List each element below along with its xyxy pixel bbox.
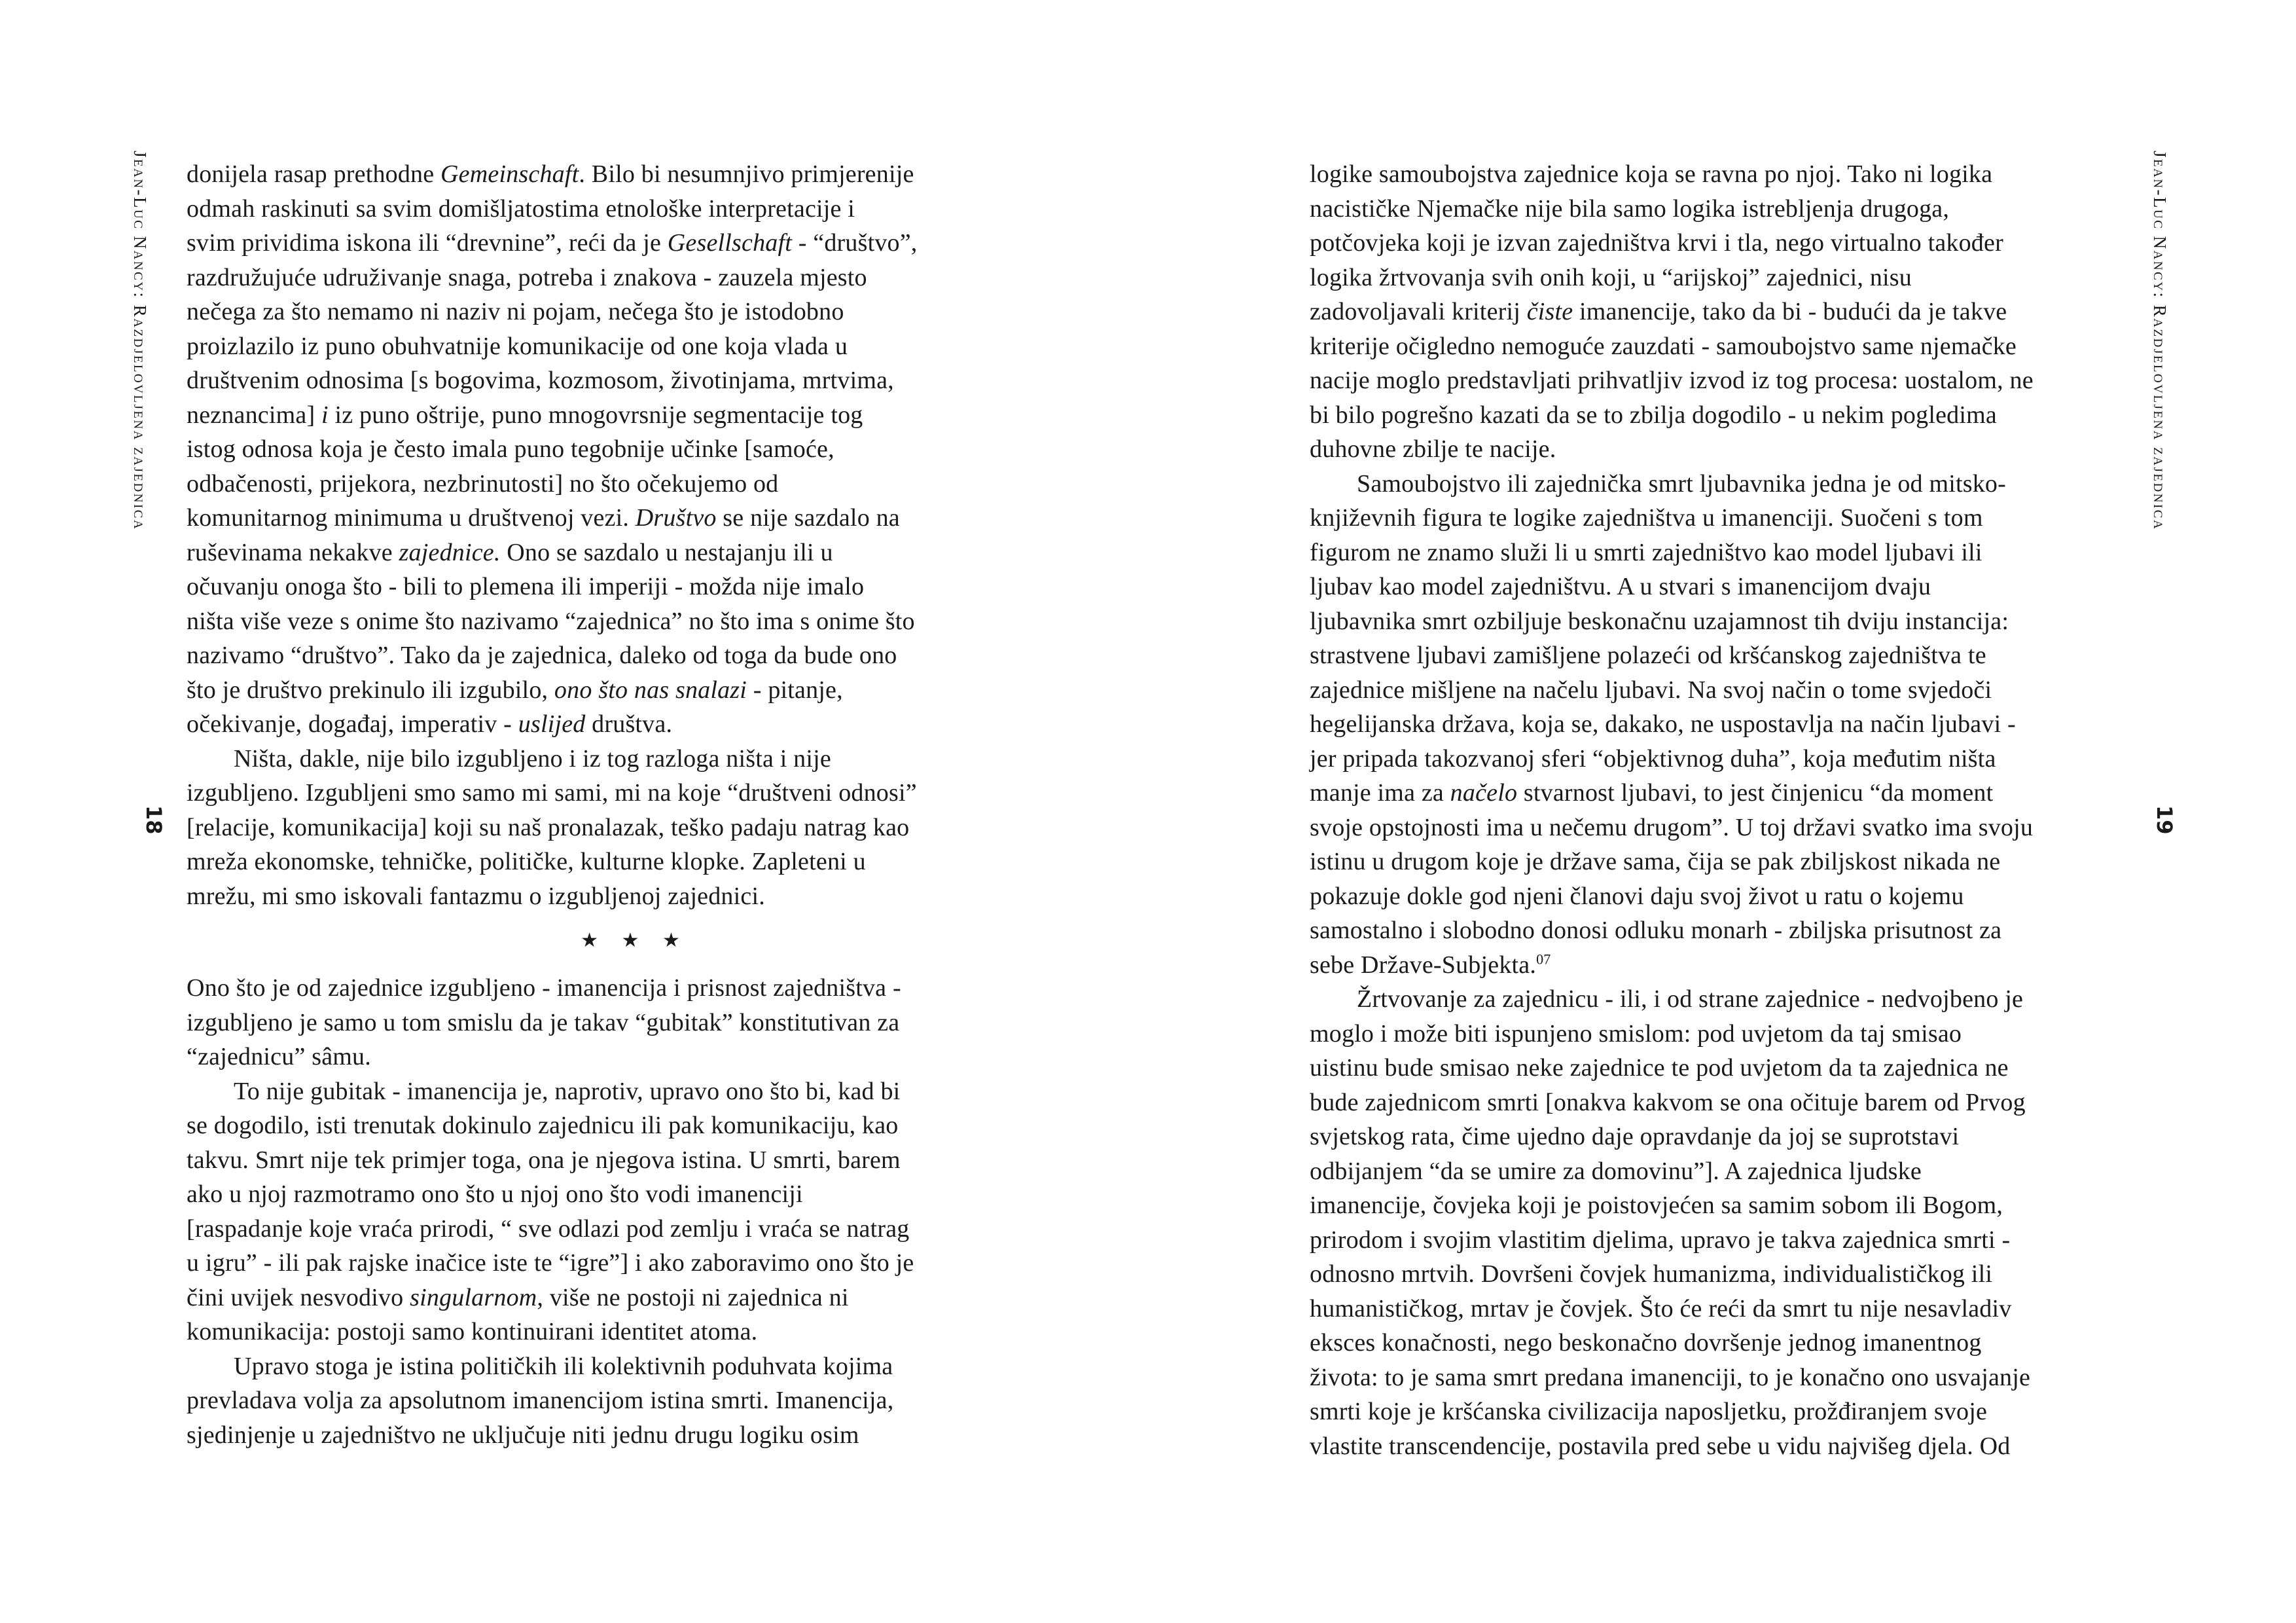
text-line: eksces konačnosti, nego beskonačno dovršenje jednog imanentnog <box>1310 1329 1982 1357</box>
text-line: imanencije, čovjeka koji je poistovjećen sa samim sobom ili Bogom, <box>1310 1192 2003 1219</box>
text-line: uistinu bude smisao neke zajednice te pod uvjetom da ta zajednica ne <box>1310 1054 2009 1082</box>
text-line: mrežu, mi smo iskovali fantazmu o izgubljenoj zajednici. <box>187 882 765 910</box>
text-line: istinu u drugom koje je države sama, čija se pak zbiljskost nikada ne <box>1310 848 2001 875</box>
text-line: komunitarnog minimuma u društvenoj vezi. Društvo se nije sazdalo na <box>187 504 900 532</box>
text-line: Žrtvovanje za zajednicu - ili, i od strane zajednice - nedvojbeno je <box>1357 985 2024 1013</box>
text-line: duhovne zbilje te nacije. <box>1310 435 1556 463</box>
text-line: ljubavnika smrt ozbiljuje beskonačnu uzajamnost tih dviju instancija: <box>1310 607 2009 635</box>
text-line: donijela rasap prethodne Gemeinschaft. Bilo bi nesumnjivo primjerenije <box>187 160 914 188</box>
paragraph <box>1310 982 2128 1463</box>
text-line: sjedinjenje u zajedništvo ne uključuje niti jednu drugu logiku osim <box>187 1421 859 1449</box>
text-line: mreža ekonomske, tehničke, političke, kulturne klopke. Zapleteni u <box>187 848 866 875</box>
text-line: figurom ne znamo služi li u smrti zajedništvo kao model ljubavi ili <box>1310 538 1982 566</box>
text-line: ništa više veze s onime što nazivamo “zajednica” no što ima s onime što <box>187 607 915 635</box>
text-line: logika žrtvovanja svih onih koji, u “arijskoj” zajednici, nisu <box>1310 263 1912 291</box>
text-line: neznancima] i iz puno oštrije, puno mnogovrsnije segmentacije tog <box>187 401 863 429</box>
body-text <box>187 157 1005 1452</box>
text-line: manje ima za načelo stvarnost ljubavi, to jest činjenicu “da moment <box>1310 779 1994 807</box>
paragraph <box>187 1349 1005 1453</box>
text-line: izgubljeno je samo u tom smislu da je takav “gubitak” konstitutivan za <box>187 1008 900 1036</box>
text-line: Samoubojstvo ili zajednička smrt ljubavnika jedna je od mitsko- <box>1357 469 2006 498</box>
paragraph <box>187 157 1005 742</box>
text-line: strastvene ljubavi zamišljene polazeći od kršćanskog zajedništva te <box>1310 642 1986 669</box>
text-line: prirodom i svojim vlastitim djelima, upravo je takva zajednica smrti - <box>1310 1226 2011 1254</box>
page-number: 19 <box>2152 805 2177 835</box>
text-line: istog odnosa koja je često imala puno tegobnije učinke [samoće, <box>187 435 834 463</box>
text-line: očekivanje, događaj, imperativ - uslijed društva. <box>187 710 673 738</box>
text-line: nečega za što nemamo ni naziv ni pojam, nečega što je istodobno <box>187 298 844 325</box>
text-line: ruševinama nekakve zajednice. Ono se sazdalo u nestajanju ili u <box>187 538 833 566</box>
text-line: komunikacija: postoji samo kontinuirani identitet atoma. <box>187 1318 758 1345</box>
text-line: svoje opstojnosti ima u nečemu drugom”. U toj državi svatko ima svoju <box>1310 813 2034 841</box>
text-line: pokazuje dokle god njeni članovi daju svoj život u ratu o kojemu <box>1310 882 1964 910</box>
body-text <box>1310 157 2128 1463</box>
text-line: potčovjeka koji je izvan zajedništva krvi i tla, nego virtualno također <box>1310 229 2003 257</box>
running-head: Jean-Luc Nancy: Razdjelovljena zajednica <box>130 151 150 531</box>
text-line: prevladava volja za apsolutnom imanencijom istina smrti. Imanencija, <box>187 1387 894 1414</box>
text-line: kriterije očigledno nemoguće zauzdati - samoubojstvo same njemačke <box>1310 332 2017 360</box>
section-break: ★ ★ ★ <box>581 930 689 951</box>
text-line: [relacije, komunikacija] koji su naš pronalazak, teško padaju natrag kao <box>187 813 910 841</box>
text-line: ako u njoj razmotramo ono što u njoj ono što vodi imanenciji <box>187 1180 803 1208</box>
paragraph <box>1310 157 2128 467</box>
text-line: odnosno mrtvih. Dovršeni čovjek humanizma, individualističkog ili <box>1310 1260 1993 1288</box>
running-head: Jean-Luc Nancy: Razdjelovljena zajednica <box>2150 151 2170 531</box>
text-line: književnih figura te logike zajedništva u imanenciji. Suočeni s tom <box>1310 504 1983 532</box>
text-line: života: to je sama smrt predana imanenciji, to je konačno ono usvajanje <box>1310 1363 2031 1391</box>
text-line: odbijanjem “da se umire za domovinu”]. A zajednica ljudske <box>1310 1157 1922 1185</box>
text-line: nacije moglo predstavljati prihvatljiv izvod iz tog procesa: uostalom, ne <box>1310 367 2034 394</box>
text-line: bi bilo pogrešno kazati da se to zbilja dogodilo - u nekim pogledima <box>1310 401 1997 429</box>
text-line: Ono što je od zajednice izgubljeno - imanencija i prisnost zajedništva - <box>187 974 901 1002</box>
text-line: što je društvo prekinulo ili izgubilo, ono što nas snalazi - pitanje, <box>187 676 843 704</box>
text-line: nazivamo “društvo”. Tako da je zajednica, daleko od toga da bude ono <box>187 642 897 669</box>
text-line: humanističkog, mrtav je čovjek. Što će reći da smrt tu nije nesavladiv <box>1310 1294 2012 1322</box>
text-line: odmah raskinuti sa svim domišljatostima etnološke interpretacije i <box>187 194 855 223</box>
text-line: moglo i može biti ispunjeno smislom: pod uvjetom da taj smisao <box>1310 1019 1962 1048</box>
text-line: svjetskog rata, čime ujedno daje opravdanje da joj se suprotstavi <box>1310 1123 1960 1150</box>
text-line: takvu. Smrt nije tek primjer toga, ona je njegova istina. U smrti, barem <box>187 1146 901 1174</box>
text-line: jer pripada takozvanoj sferi “objektivnog duha”, koja međutim ništa <box>1310 744 1996 773</box>
text-line: Ništa, dakle, nije bilo izgubljeno i iz tog razloga ništa i nije <box>234 744 831 773</box>
text-line: ljubav kao model zajedništvu. A u stvari s imanencijom dvaju <box>1310 573 1931 600</box>
text-line: hegelijanska država, koja se, dakako, ne uspostavlja na način ljubavi - <box>1310 710 2016 738</box>
text-line: sebe Države-Subjekta.$^{07}$ <box>1310 950 1551 979</box>
text-line: zadovoljavali kriterij čiste imanencije, tako da bi - budući da je takve <box>1310 298 2007 325</box>
footnote-marker: 07 <box>1536 950 1551 967</box>
text-line: zajednice mišljene na načelu ljubavi. Na svoj način o tome svjedoči <box>1310 676 1992 704</box>
text-line: očuvanju onoga što - bili to plemena ili imperiji - možda nije imalo <box>187 573 865 600</box>
text-line: smrti koje je kršćanska civilizacija naposljetku, prožđiranjem svoje <box>1310 1398 1988 1425</box>
text-line: To nije gubitak - imanencija je, naprotiv, upravo ono što bi, kad bi <box>234 1077 901 1105</box>
text-line: čini uvijek nesvodivo singularnom, više ne postoji ni zajednica ni <box>187 1283 849 1311</box>
paragraph <box>1310 467 2128 983</box>
text-line: vlastite transcendencije, postavila pred sebe u vidu najvišeg djela. Od <box>1310 1432 2011 1460</box>
text-line: odbačenosti, prijekora, nezbrinutosti] no što očekujemo od <box>187 469 779 498</box>
text-line: društvenim odnosima [s bogovima, kozmosom, životinjama, mrtvima, <box>187 367 894 394</box>
text-line: logike samoubojstva zajednice koja se ravna po njoj. Tako ni logika <box>1310 160 1993 188</box>
text-line: bude zajednicom smrti [onakva kakvom se ona očituje barem od Prvog <box>1310 1088 2026 1116</box>
text-line: Upravo stoga je istina političkih ili kolektivnih poduhvata kojima <box>234 1352 893 1380</box>
paragraph <box>187 742 1005 914</box>
text-line: [raspadanje koje vraća prirodi, “ sve odlazi pod zemlju i vraća se natrag <box>187 1214 910 1243</box>
text-line: nacističke Njemačke nije bila samo logika istrebljenja drugoga, <box>1310 194 1950 223</box>
text-line: izgubljeno. Izgubljeni smo samo mi sami, mi na koje “društveni odnosi” <box>187 779 917 807</box>
paragraph <box>187 1074 1005 1349</box>
page-number: 18 <box>141 805 166 835</box>
text-line: u igru” - ili pak rajske inačice iste te “igre”] i ako zaboravimo ono što je <box>187 1249 914 1277</box>
text-line: razdružujuće udruživanje snaga, potreba i znakova - zauzela mjesto <box>187 263 867 291</box>
right-page <box>1148 0 2296 1623</box>
text-line: svim prividima iskona ili “drevnine”, reći da je Gesellschaft - “društvo”, <box>187 229 918 257</box>
text-line: proizlazilo iz puno obuhvatnije komunikacije od one koja vlada u <box>187 332 848 360</box>
text-line: samostalno i slobodno donosi odluku monarh - zbiljska prisutnost za <box>1310 917 2002 944</box>
text-line: se dogodilo, isti trenutak dokinulo zajednicu ili pak komunikaciju, kao <box>187 1112 899 1139</box>
paragraph <box>187 971 1005 1074</box>
text-line: “zajednicu” sâmu. <box>187 1043 371 1070</box>
